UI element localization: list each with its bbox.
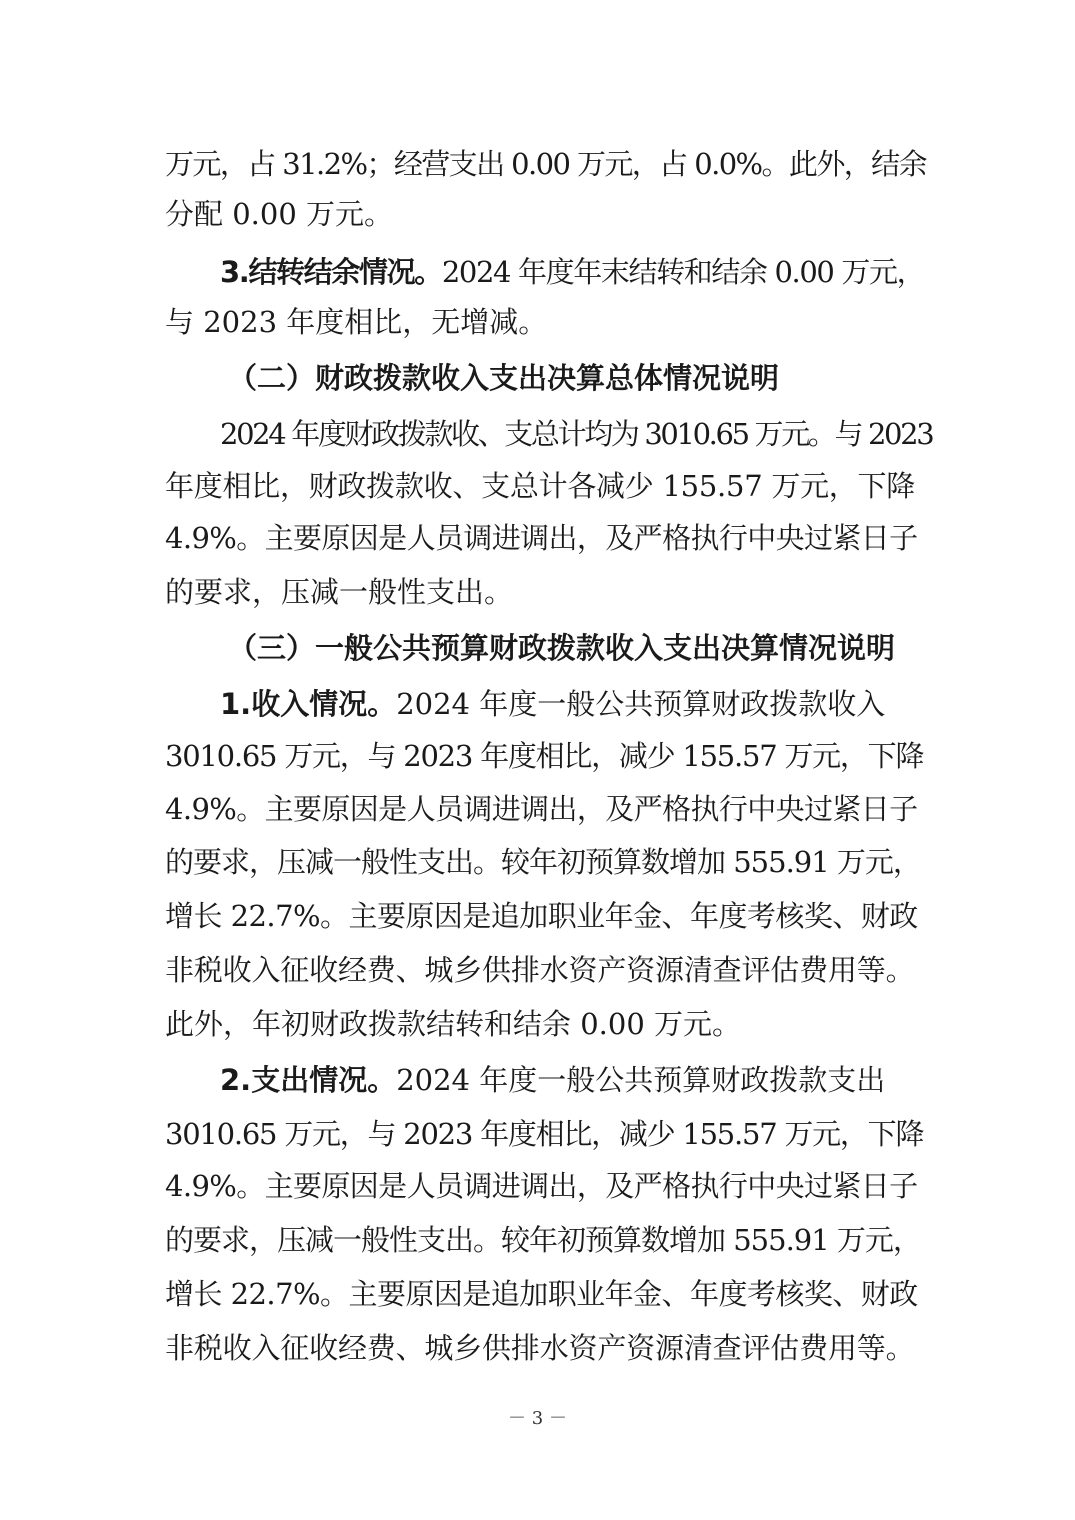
line-text: 2024 年度一般公共预算财政拨款支出	[396, 1063, 886, 1097]
carryover-lead: 3.结转结余情况。	[220, 255, 442, 289]
line-text: 分配 0.00 万元。	[165, 197, 394, 231]
line-text: 增长 22.7%。主要原因是追加职业年金、年度考核奖、财政	[165, 1277, 918, 1311]
section-heading-3: （三）一般公共预算财政拨款收入支出决算情况说明	[228, 631, 896, 665]
text-line-7	[165, 521, 918, 555]
section-heading-2: （二）财政拨款收入支出决算总体情况说明	[228, 361, 780, 395]
page-number: － 3 －	[508, 1408, 567, 1429]
line-text: 的要求，压减一般性支出。较年初预算数增加 555.91 万元，	[165, 845, 921, 879]
line-text: 2024 年度年末结转和结余 0.00 万元，	[441, 255, 925, 289]
line-text: 2024 年度财政拨款收、支总计均为 3010.65 万元。与 2023	[220, 417, 933, 451]
text-line-5	[220, 417, 933, 451]
text-line-19	[165, 1223, 921, 1257]
text-line-8	[165, 575, 913, 609]
carryover-paragraph-line-1	[220, 255, 925, 289]
line-text: 4.9%。主要原因是人员调进调出，及严格执行中央过紧日子	[165, 792, 918, 826]
text-line-18	[165, 1169, 918, 1203]
line-text: 4.9%。主要原因是人员调进调出，及严格执行中央过紧日子	[165, 1169, 918, 1203]
line-text: 3010.65 万元，与 2023 年度相比，减少 155.57 万元，下降	[165, 1117, 924, 1151]
text-line-14	[165, 953, 915, 987]
text-line-21	[165, 1331, 915, 1365]
text-line-4	[165, 305, 913, 339]
line-text: 年度相比，财政拨款收、支总计各减少 155.57 万元，下降	[165, 469, 916, 503]
text-line-20	[165, 1277, 918, 1311]
text-line-10	[165, 739, 924, 773]
line-text: 增长 22.7%。主要原因是追加职业年金、年度考核奖、财政	[165, 899, 918, 933]
text-line-12	[165, 845, 921, 879]
text-line-1	[165, 147, 926, 181]
income-paragraph-line-1	[220, 687, 913, 721]
line-text: 的要求，压减一般性支出。	[165, 575, 514, 609]
line-text: 4.9%。主要原因是人员调进调出，及严格执行中央过紧日子	[165, 521, 918, 555]
line-text: 与 2023 年度相比，无增减。	[165, 305, 548, 339]
text-line-15	[165, 1007, 913, 1041]
text-line-17	[165, 1117, 924, 1151]
line-text: 非税收入征收经费、城乡供排水资产资源清查评估费用等。	[165, 953, 915, 987]
text-line-11	[165, 792, 918, 826]
line-text: 非税收入征收经费、城乡供排水资产资源清查评估费用等。	[165, 1331, 915, 1365]
text-line-2	[165, 197, 913, 231]
line-text: 此外，年初财政拨款结转和结余 0.00 万元。	[165, 1007, 742, 1041]
line-text: 万元，占 31.2%；经营支出 0.00 万元，占 0.0%。此外，结余	[165, 147, 926, 181]
line-text: 3010.65 万元，与 2023 年度相比，减少 155.57 万元，下降	[165, 739, 924, 773]
income-lead: 1.收入情况。	[220, 687, 397, 721]
text-line-6	[165, 469, 916, 503]
expense-paragraph-line-1	[220, 1063, 913, 1097]
expense-lead: 2.支出情况。	[220, 1063, 397, 1097]
line-text: 的要求，压减一般性支出。较年初预算数增加 555.91 万元，	[165, 1223, 921, 1257]
line-text: 2024 年度一般公共预算财政拨款收入	[396, 687, 886, 721]
text-line-13	[165, 899, 918, 933]
